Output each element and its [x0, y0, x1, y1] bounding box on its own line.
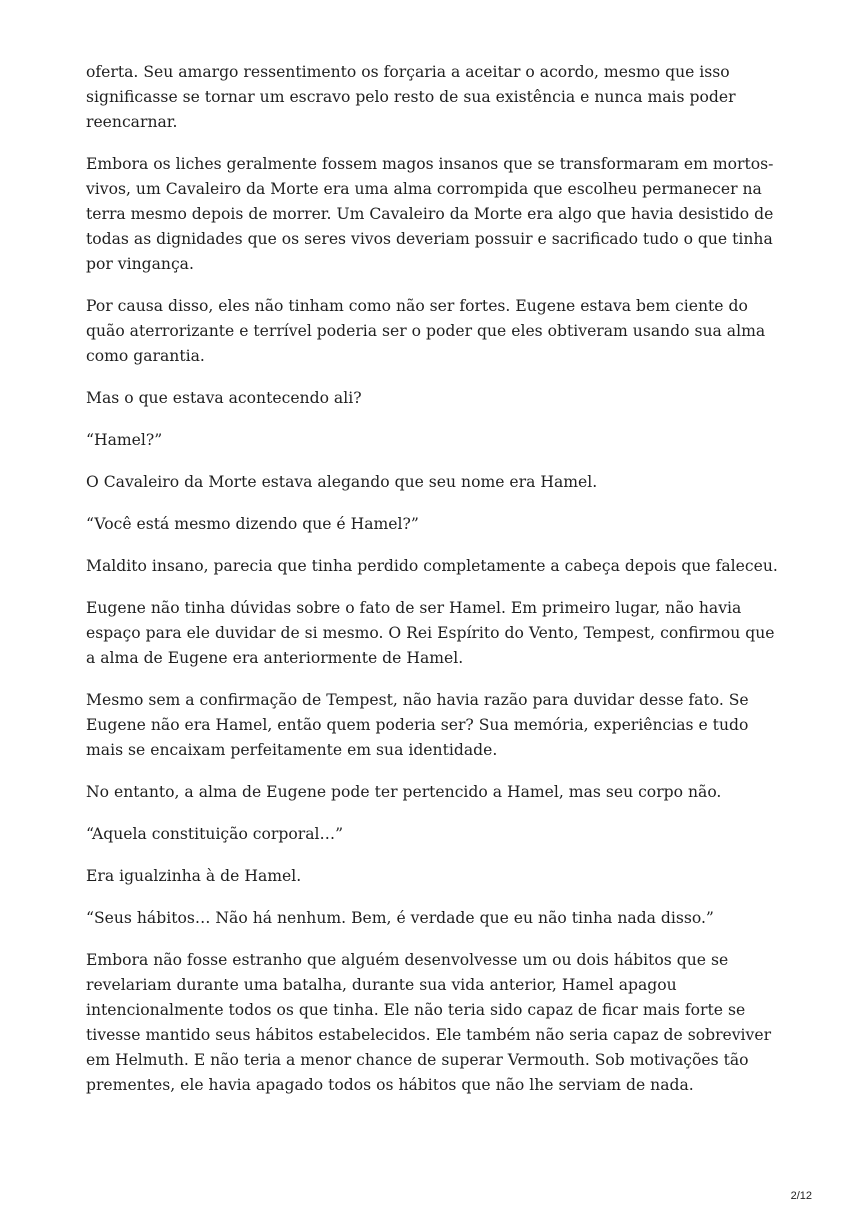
paragraph: “Aquela constituição corporal…” [86, 825, 344, 843]
paragraph: Mas o que estava acontecendo ali? [86, 389, 362, 407]
paragraph: Era igualzinha à de Hamel. [86, 867, 302, 885]
page-number: 2/12 [790, 1190, 812, 1202]
paragraph: Eugene não tinha dúvidas sobre o fato de ser Hamel. Em primeiro lugar, não havia espaço para ele duvidar de si mesmo. O Rei Espírito do Vento, Tempest, confirmou que a alma de Eugene era anteriormente de Hamel. [86, 599, 775, 667]
paragraph: oferta. Seu amargo ressentimento os forçaria a aceitar o acordo, mesmo que isso significasse se tornar um escravo pelo resto de sua existência e nunca mais poder reencarnar. [86, 63, 736, 131]
paragraph: No entanto, a alma de Eugene pode ter pertencido a Hamel, mas seu corpo não. [86, 783, 722, 801]
paragraph: “Seus hábitos… Não há nenhum. Bem, é verdade que eu não tinha nada disso.” [86, 909, 714, 927]
paragraph: Por causa disso, eles não tinham como não ser fortes. Eugene estava bem ciente do quão aterrorizante e terrível poderia ser o poder que eles obtiveram usando sua alma como garantia. [86, 297, 766, 365]
paragraph: Embora não fosse estranho que alguém desenvolvesse um ou dois hábitos que se revelariam durante uma batalha, durante sua vida anterior, Hamel apagou intencionalmente todos os que tinha. Ele não teria sido capaz de ficar mais forte se tivesse mantido seus hábitos estabelecidos. Ele também não seria capaz de sobreviver em Helmuth. E não teria a menor chance de superar Vermouth. Sob motivações tão prementes, ele havia apagado todos os hábitos que não lhe serviam de nada. [86, 951, 772, 1094]
document-body [86, 60, 786, 1115]
paragraph: Maldito insano, parecia que tinha perdido completamente a cabeça depois que faleceu. [86, 557, 778, 575]
paragraph: Embora os liches geralmente fossem magos insanos que se transformaram em mortos-vivos, um Cavaleiro da Morte era uma alma corrompida que escolheu permanecer na terra mesmo depois de morrer. Um Cavaleiro da Morte era algo que havia desistido de todas as dignidades que os seres vivos deveriam possuir e sacrificado tudo o que tinha por vingança. [86, 155, 774, 273]
paragraph: O Cavaleiro da Morte estava alegando que seu nome era Hamel. [86, 473, 598, 491]
paragraph: “Você está mesmo dizendo que é Hamel?” [86, 515, 419, 533]
paragraph: “Hamel?” [86, 431, 163, 449]
paragraph: Mesmo sem a confirmação de Tempest, não havia razão para duvidar desse fato. Se Eugene não era Hamel, então quem poderia ser? Sua memória, experiências e tudo mais se encaixam perfeitamente em sua identidade. [86, 691, 749, 759]
